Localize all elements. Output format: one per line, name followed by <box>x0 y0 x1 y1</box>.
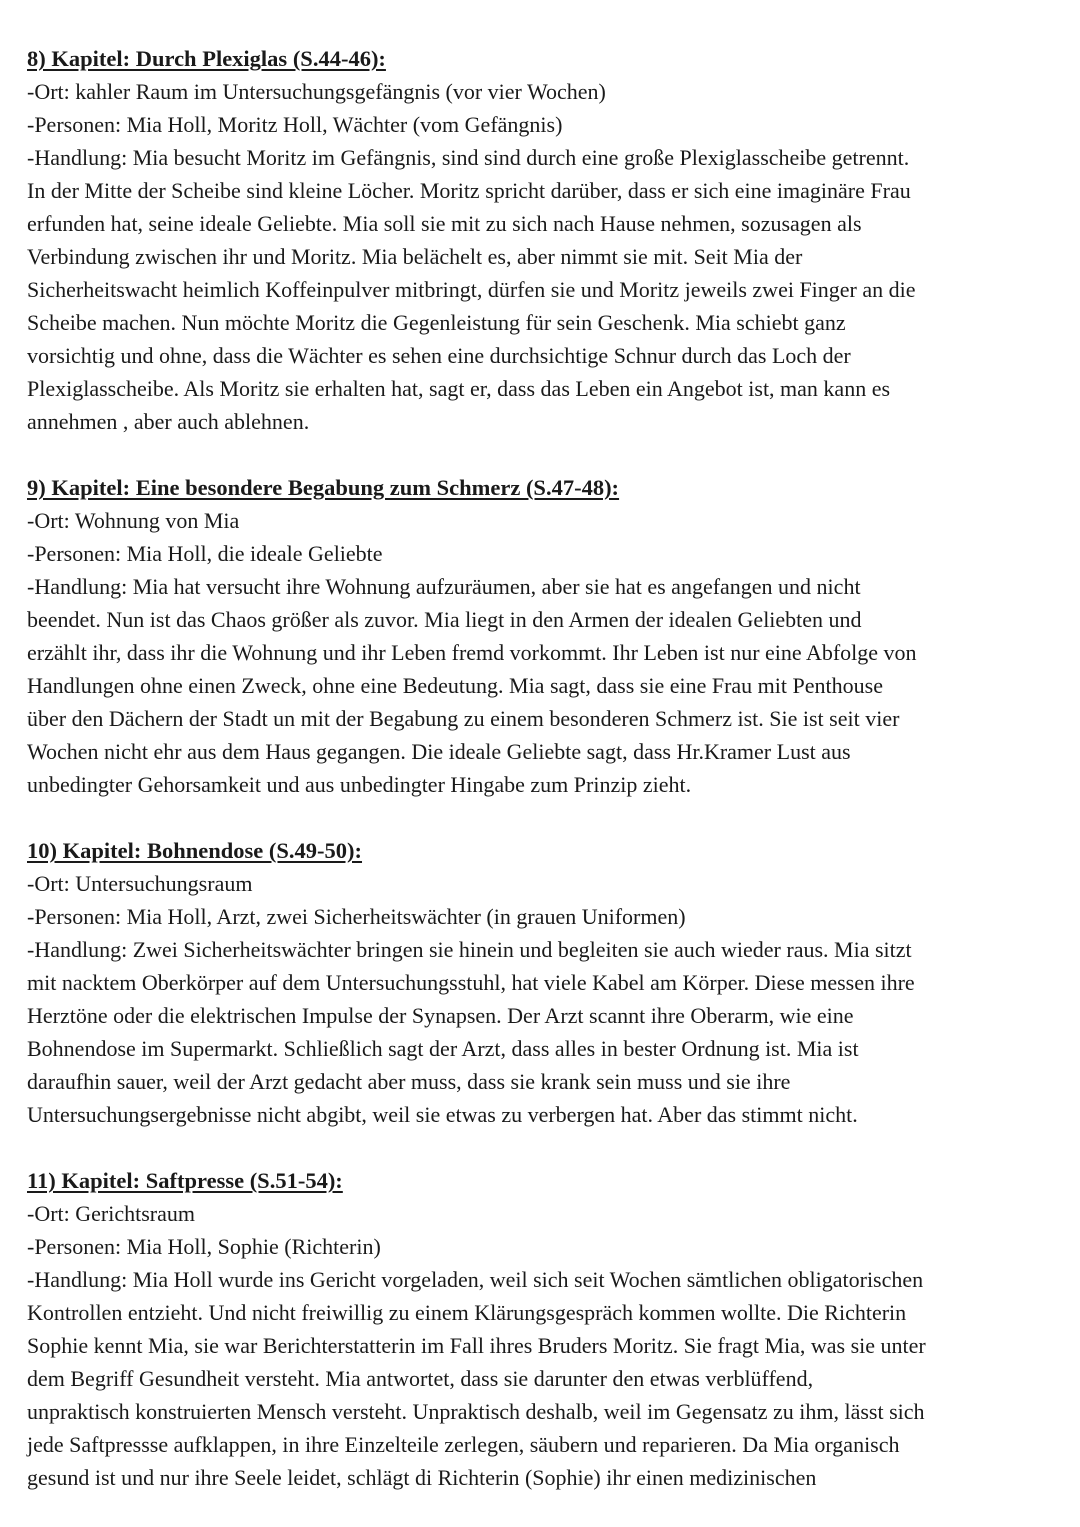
handlung-line: -Handlung: Zwei Sicherheitswächter bringen sie hinein und begleiten sie auch wieder raus. Mia sitzt <box>27 937 912 962</box>
chapter-title: 10) Kapitel: Bohnendose (S.49-50): <box>27 838 363 863</box>
handlung-line: Kontrollen entzieht. Und nicht freiwillig zu einem Klärungsgespräch kommen wollte. Die Richterin <box>27 1300 907 1325</box>
handlung-line: unpraktisch konstruierten Mensch versteht. Unpraktisch deshalb, weil im Gegensatz zu ihm, lässt sich <box>27 1399 925 1424</box>
handlung-line: jede Saftpressse aufklappen, in ihre Einzelteile zerlegen, säubern und reparieren. Da Mia organisch <box>27 1432 900 1457</box>
handlung-line: erzählt ihr, dass ihr die Wohnung und ihr Leben fremd vorkommt. Ihr Leben ist nur eine Abfolge von <box>27 640 917 665</box>
chapter-11 <box>27 1164 1057 1494</box>
handlung-line: Untersuchungsergebnisse nicht abgibt, weil sie etwas zu verbergen hat. Aber das stimmt nicht. <box>27 1102 858 1127</box>
chapter-title: 8) Kapitel: Durch Plexiglas (S.44-46): <box>27 46 386 71</box>
chapter-ort: -Ort: kahler Raum im Untersuchungsgefängnis (vor vier Wochen) <box>27 79 606 104</box>
chapter-title: 11) Kapitel: Saftpresse (S.51-54): <box>27 1168 343 1193</box>
handlung-line: annehmen , aber auch ablehnen. <box>27 409 310 434</box>
handlung-line: über den Dächern der Stadt un mit der Begabung zu einem besonderen Schmerz ist. Sie ist seit vier <box>27 706 900 731</box>
handlung-line: -Handlung: Mia besucht Moritz im Gefängnis, sind sind durch eine große Plexiglasscheibe getrennt. <box>27 145 910 170</box>
handlung-line: Handlungen ohne einen Zweck, ohne eine Bedeutung. Mia sagt, dass sie eine Frau mit Penthouse <box>27 673 883 698</box>
chapter-title: 9) Kapitel: Eine besondere Begabung zum Schmerz (S.47-48): <box>27 475 620 500</box>
handlung-line: Herztöne oder die elektrischen Impulse der Synapsen. Der Arzt scannt ihre Oberarm, wie eine <box>27 1003 854 1028</box>
handlung-line: dem Begriff Gesundheit versteht. Mia antwortet, dass sie darunter den etwas verblüffend, <box>27 1366 814 1391</box>
chapter-personen: -Personen: Mia Holl, Moritz Holl, Wächter (vom Gefängnis) <box>27 112 563 137</box>
handlung-line: Bohnendose im Supermarkt. Schließlich sagt der Arzt, dass alles in bester Ordnung ist. Mia ist <box>27 1036 859 1061</box>
chapter-personen: -Personen: Mia Holl, Arzt, zwei Sicherheitswächter (in grauen Uniformen) <box>27 904 686 929</box>
chapter-ort: -Ort: Untersuchungsraum <box>27 871 253 896</box>
handlung-line: -Handlung: Mia hat versucht ihre Wohnung aufzuräumen, aber sie hat es angefangen und nicht <box>27 574 861 599</box>
chapter-10 <box>27 834 1057 1131</box>
chapter-8 <box>27 42 1057 438</box>
handlung-line: Plexiglasscheibe. Als Moritz sie erhalten hat, sagt er, dass das Leben ein Angebot ist, man kann es <box>27 376 891 401</box>
chapter-9 <box>27 471 1057 801</box>
handlung-line: Sicherheitswacht heimlich Koffeinpulver mitbringt, dürfen sie und Moritz jeweils zwei Finger an die <box>27 277 916 302</box>
handlung-line: In der Mitte der Scheibe sind kleine Löcher. Moritz spricht darüber, dass er sich eine imaginäre Frau <box>27 178 911 203</box>
chapter-ort: -Ort: Wohnung von Mia <box>27 508 240 533</box>
document-page <box>27 42 1057 1527</box>
handlung-line: daraufhin sauer, weil der Arzt gedacht aber muss, dass sie krank sein muss und sie ihre <box>27 1069 791 1094</box>
chapter-ort: -Ort: Gerichtsraum <box>27 1201 195 1226</box>
chapter-handlung <box>27 570 1057 801</box>
handlung-line: erfunden hat, seine ideale Geliebte. Mia soll sie mit zu sich nach Hause nehmen, sozusagen als <box>27 211 862 236</box>
handlung-line: Scheibe machen. Nun möchte Moritz die Gegenleistung für sein Geschenk. Mia schiebt ganz <box>27 310 846 335</box>
handlung-line: -Handlung: Mia Holl wurde ins Gericht vorgeladen, weil sich seit Wochen sämtlichen obligatorischen <box>27 1267 924 1292</box>
handlung-line: gesund ist und nur ihre Seele leidet, schlägt di Richterin (Sophie) ihr einen medizinischen <box>27 1465 817 1490</box>
handlung-line: unbedingter Gehorsamkeit und aus unbedingter Hingabe zum Prinzip zieht. <box>27 772 692 797</box>
handlung-line: vorsichtig und ohne, dass die Wächter es sehen eine durchsichtige Schnur durch das Loch der <box>27 343 851 368</box>
handlung-line: beendet. Nun ist das Chaos größer als zuvor. Mia liegt in den Armen der idealen Geliebten und <box>27 607 862 632</box>
chapter-handlung <box>27 933 1057 1131</box>
chapter-handlung <box>27 141 1057 438</box>
handlung-line: Sophie kennt Mia, sie war Berichterstatterin im Fall ihres Bruders Moritz. Sie fragt Mia, was sie unter <box>27 1333 926 1358</box>
handlung-line: mit nacktem Oberkörper auf dem Untersuchungsstuhl, hat viele Kabel am Körper. Diese messen ihre <box>27 970 915 995</box>
chapter-personen: -Personen: Mia Holl, Sophie (Richterin) <box>27 1234 381 1259</box>
handlung-line: Verbindung zwischen ihr und Moritz. Mia belächelt es, aber nimmt sie mit. Seit Mia der <box>27 244 803 269</box>
chapter-handlung <box>27 1263 1057 1494</box>
chapter-personen: -Personen: Mia Holl, die ideale Geliebte <box>27 541 383 566</box>
handlung-line: Wochen nicht ehr aus dem Haus gegangen. Die ideale Geliebte sagt, dass Hr.Kramer Lust aus <box>27 739 851 764</box>
